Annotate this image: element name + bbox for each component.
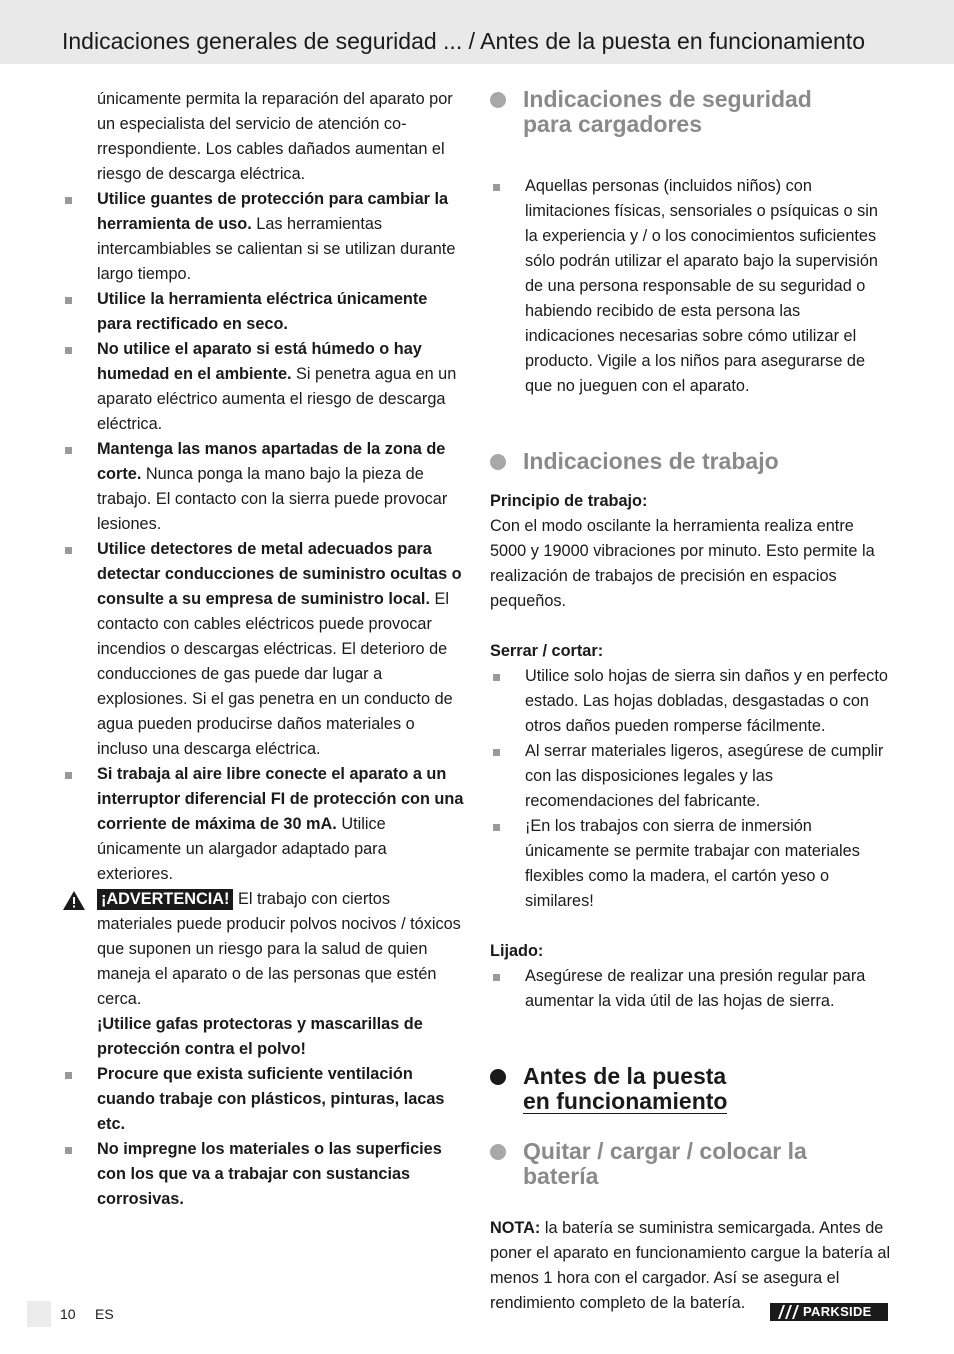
bullet-square-icon xyxy=(65,547,72,554)
note-label: NOTA: xyxy=(490,1219,541,1237)
list-item: No impregne los materiales o las superficies con los que va a trabajar con sustancias corrosivas. xyxy=(62,1137,464,1212)
bullet-square-icon xyxy=(493,824,500,831)
heading-bullet-icon xyxy=(490,92,506,108)
list-item: Utilice solo hojas de sierra sin daños y en perfecto estado. Las hojas dobladas, desgastadas o con otros daños pueden romperse fácilmente. xyxy=(490,664,892,739)
list-item: No utilice el aparato si está húmedo o hay humedad en el ambiente. Si penetra agua en un aparato eléctrico aumenta el riesgo de descarga eléctrica. xyxy=(62,337,464,437)
page-number-box xyxy=(27,1301,51,1327)
bullet-square-icon xyxy=(65,1072,72,1079)
principle-text: Con el modo oscilante la herramienta realiza entre 5000 y 19000 vibraciones por minuto. Esto permite la realización de trabajos de precisión en espacios pequeños. xyxy=(490,517,875,610)
heading-work-instructions: Indicaciones de trabajo xyxy=(490,449,892,474)
parkside-logo xyxy=(770,1303,888,1321)
left-column xyxy=(62,87,464,1212)
note-paragraph: NOTA: la batería se suministra semicargada. Antes de poner el aparato en funcionamiento cargue la batería al menos 1 hora con el cargador. Así se asegura el rendimiento completo de la batería. xyxy=(490,1219,891,1312)
list-item: ¡En los trabajos con sierra de inmersión únicamente se permite trabajar con materiales flexibles como la madera, el cartón yeso o similares! xyxy=(490,814,892,914)
logo-stripes-icon xyxy=(774,1303,800,1321)
warning-bold-note: ¡Utilice gafas protectoras y mascarillas de protección contra el polvo! xyxy=(97,1015,423,1058)
bullet-square-icon xyxy=(65,1147,72,1154)
list-item: Utilice la herramienta eléctrica únicamente para rectificado en seco. xyxy=(62,287,464,337)
list-item: Utilice detectores de metal adecuados para detectar conducciones de suministro ocultas o consulte a su empresa de suministro local. El contacto con cables eléctricos puede provocar incendios o descargas eléctricas. El deterioro de conducciones de gas puede dar lugar a explosiones. Si el gas penetra en un conducto de agua pueden producirse daños materiales o incluso una descarga eléctrica. xyxy=(62,537,464,762)
heading-before-startup: Antes de la puesta en funcionamiento xyxy=(490,1064,892,1114)
principle-title: Principio de trabajo: xyxy=(490,492,648,510)
list-item: Al serrar materiales ligeros, asegúrese de cumplir con las disposiciones legales y las recomendaciones del fabricante. xyxy=(490,739,892,814)
list-item: Mantenga las manos apartadas de la zona de corte. Nunca ponga la mano bajo la pieza de trabajo. El contacto con la sierra puede provocar lesiones. xyxy=(62,437,464,537)
heading-charger-safety: Indicaciones de seguridad para cargadores xyxy=(490,87,843,137)
page-header xyxy=(0,0,954,64)
intro-paragraph: únicamente permita la reparación del aparato por un especialista del servicio de atención co-rrespondiente. Los cables dañados aumentan el riesgo de descarga eléctrica. xyxy=(97,90,453,183)
heading-bullet-icon xyxy=(490,1144,506,1160)
list-item: Procure que exista suficiente ventilación cuando trabaje con plásticos, pinturas, lacas etc. xyxy=(62,1062,464,1137)
heading-bullet-icon xyxy=(490,454,506,470)
bullet-square-icon xyxy=(65,347,72,354)
page-title: Indicaciones generales de seguridad ... / Antes de la puesta en funcionamiento xyxy=(62,28,865,54)
bullet-square-icon xyxy=(493,974,500,981)
saw-title: Serrar / cortar: xyxy=(490,642,604,660)
sand-title: Lijado: xyxy=(490,942,544,960)
list-item: Utilice guantes de protección para cambiar la herramienta de uso. Las herramientas intercambiables se calientan si se utilizan durante largo tiempo. xyxy=(62,187,464,287)
warning-label: ¡ADVERTENCIA! xyxy=(97,889,233,910)
list-item: Asegúrese de realizar una presión regular para aumentar la vida útil de las hojas de sierra. xyxy=(490,964,892,1014)
page-number: 10 xyxy=(60,1306,76,1322)
bullet-square-icon xyxy=(65,772,72,779)
bullet-square-icon xyxy=(493,184,500,191)
right-column xyxy=(490,87,892,1316)
logo-text: PARKSIDE xyxy=(803,1304,872,1319)
bullet-square-icon xyxy=(493,749,500,756)
heading-battery: Quitar / cargar / colocar la batería xyxy=(490,1139,823,1189)
bullet-square-icon xyxy=(65,447,72,454)
heading-bullet-icon xyxy=(490,1069,506,1085)
bullet-square-icon xyxy=(493,674,500,681)
bullet-square-icon xyxy=(65,197,72,204)
language-code: ES xyxy=(95,1306,114,1322)
warning-text: El trabajo con ciertos materiales puede producir polvos nocivos / tóxicos que suponen un riesgo para la salud de quien maneja el aparato o de las personas que estén cerca. xyxy=(97,890,461,1008)
list-item: Aquellas personas (incluidos niños) con limitaciones físicas, sensoriales o psíquicas o sin la experiencia y / o los conocimientos suficientes sólo podrán utilizar el aparato bajo la supervisión de una persona responsable de su seguridad o habiendo recibido de esta persona las indicaciones necesarias sobre cómo utilizar el producto. Vigile a los niños para asegurarse de que no jueguen con el aparato. xyxy=(490,174,892,399)
warning-triangle-icon xyxy=(63,891,85,910)
list-item: Si trabaja al aire libre conecte el aparato a un interruptor diferencial FI de protección con una corriente de máxima de 30 mA. Utilice únicamente un alargador adaptado para exteriores. xyxy=(62,762,464,887)
warning-block xyxy=(62,887,464,1012)
bullet-square-icon xyxy=(65,297,72,304)
